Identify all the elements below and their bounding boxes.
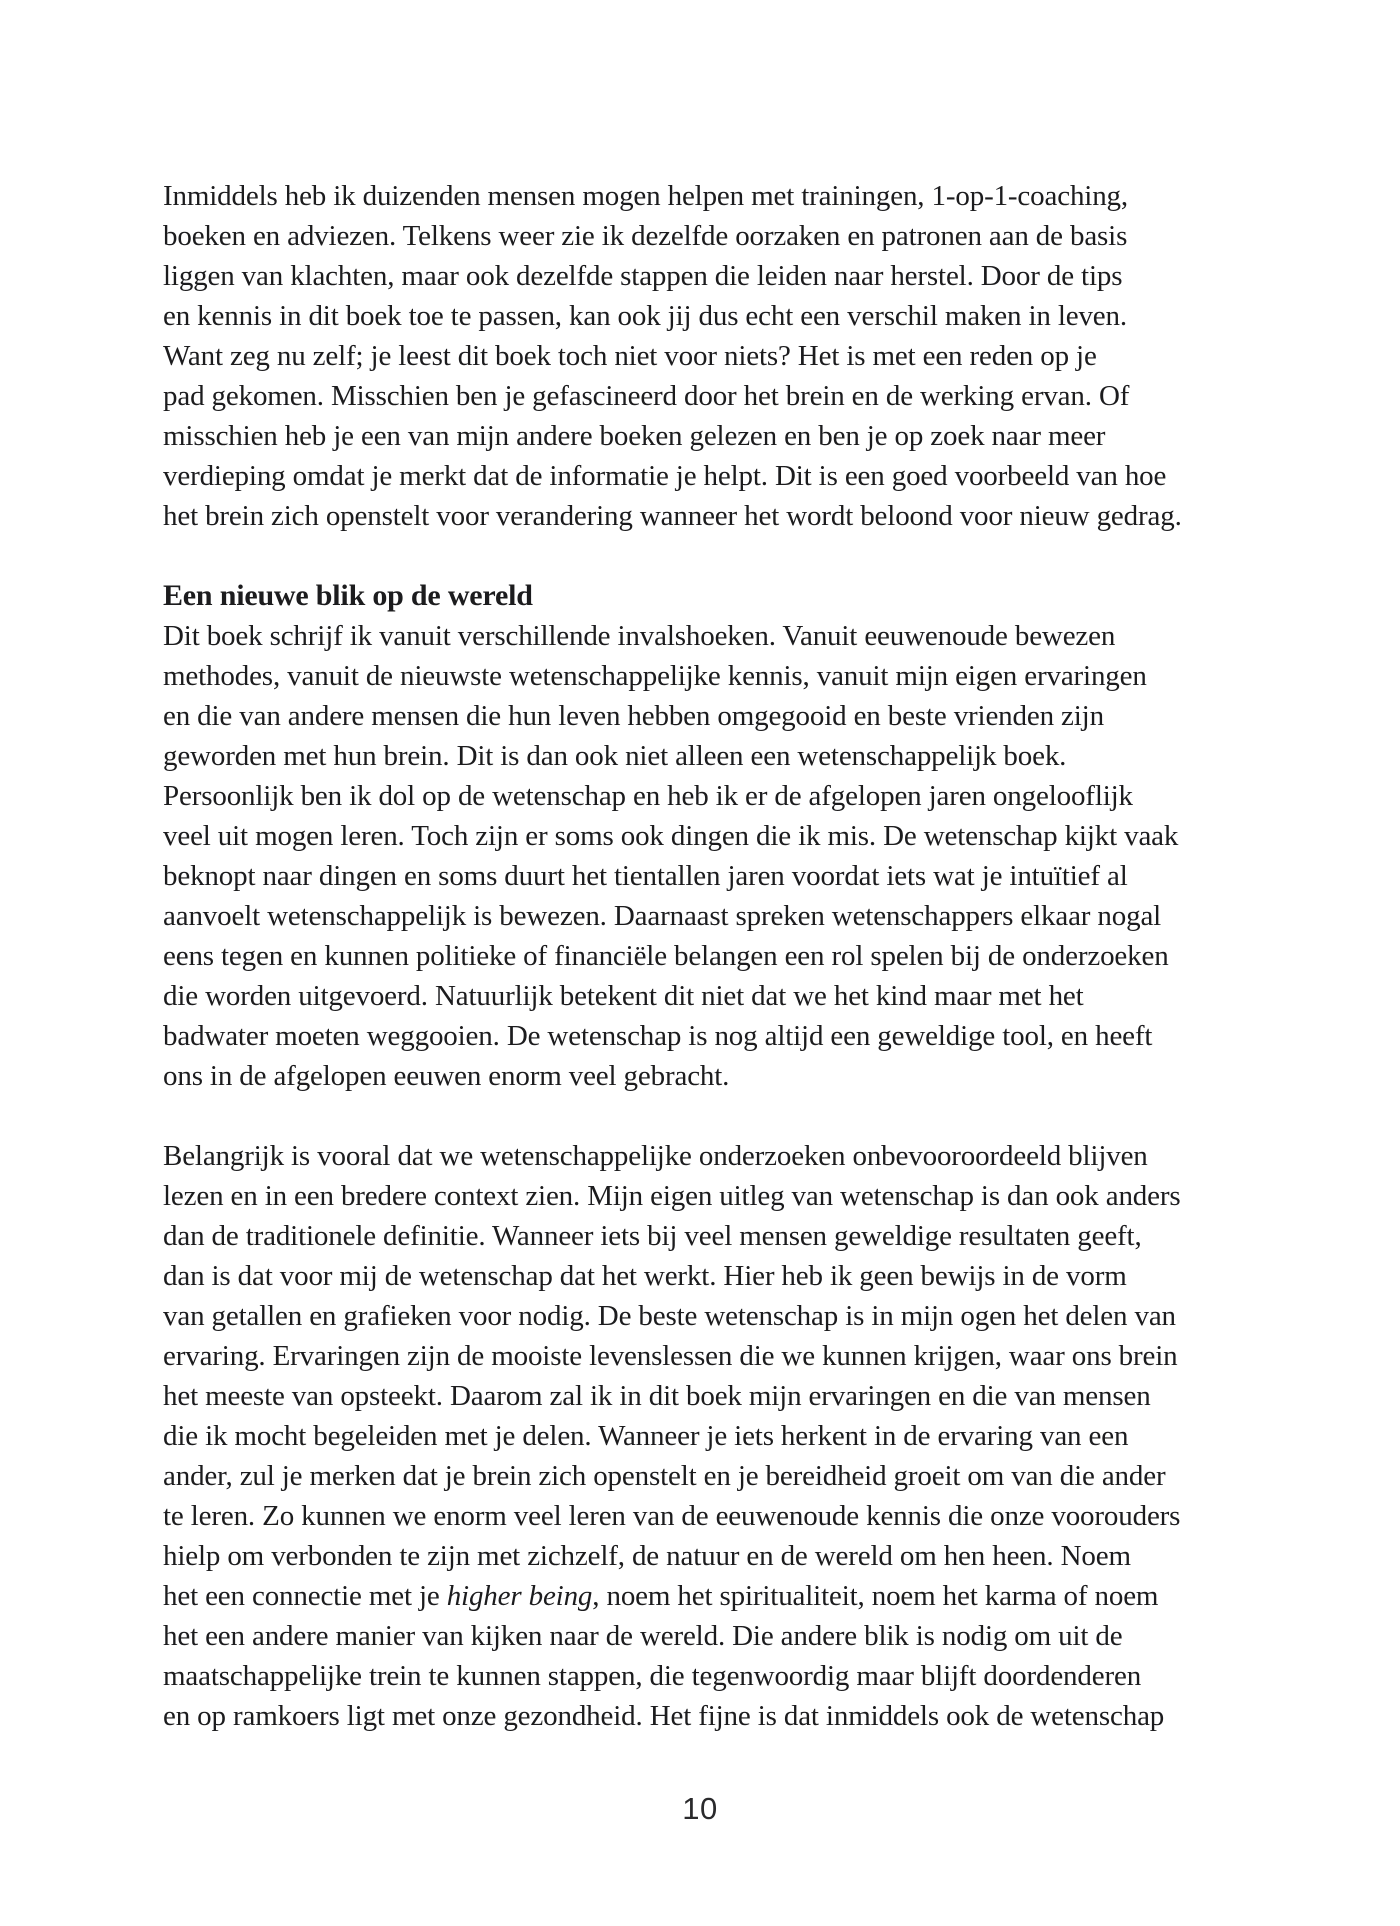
section-heading-text: Een nieuwe blik op de wereld	[163, 579, 533, 612]
text-line: dan is dat voor mij de wetenschap dat het werkt. Hier heb ik geen bewijs in de vorm	[163, 1260, 1127, 1292]
text-line: maatschappelijke trein te kunnen stappen, die tegenwoordig maar blijft doordenderen	[163, 1660, 1142, 1692]
text-line: te leren. Zo kunnen we enorm veel leren van de eeuwenoude kennis die onze voorouders	[163, 1500, 1181, 1532]
text-line: Persoonlijk ben ik dol op de wetenschap en heb ik er de afgelopen jaren ongelooflijk	[163, 780, 1133, 812]
text-line: lezen en in een bredere context zien. Mijn eigen uitleg van wetenschap is dan ook anders	[163, 1180, 1181, 1212]
text-line: eens tegen en kunnen politieke of financiële belangen een rol spelen bij de onderzoeken	[163, 940, 1169, 972]
text-line: methodes, vanuit de nieuwste wetenschappelijke kennis, vanuit mijn eigen ervaringen	[163, 660, 1147, 692]
section-heading	[163, 576, 1258, 616]
text-line: ons in de afgelopen eeuwen enorm veel gebracht.	[163, 1060, 730, 1092]
text-line: ander, zul je merken dat je brein zich openstelt en je bereidheid groeit om van die ander	[163, 1460, 1166, 1492]
text-block	[163, 176, 1258, 1736]
text-line: en die van andere mensen die hun leven hebben omgegooid en beste vrienden zijn	[163, 700, 1104, 732]
text-line: Dit boek schrijf ik vanuit verschillende invalshoeken. Vanuit eeuwenoude bewezen	[163, 620, 1116, 652]
text-line	[163, 1576, 1258, 1616]
text-line: hielp om verbonden te zijn met zichzelf, de natuur en de wereld om hen heen. Noem	[163, 1540, 1131, 1572]
text-line: veel uit mogen leren. Toch zijn er soms ook dingen die ik mis. De wetenschap kijkt vaak	[163, 820, 1179, 852]
italic-phrase: higher being	[446, 1580, 593, 1612]
text-line: die ik mocht begeleiden met je delen. Wanneer je iets herkent in de ervaring van een	[163, 1420, 1129, 1452]
text-line: die worden uitgevoerd. Natuurlijk betekent dit niet dat we het kind maar met het	[163, 980, 1084, 1012]
text-line: misschien heb je een van mijn andere boeken gelezen en ben je op zoek naar meer	[163, 420, 1106, 452]
text-line: Inmiddels heb ik duizenden mensen mogen helpen met trainingen, 1-op-1-coaching,	[163, 180, 1129, 212]
text-line: boeken en adviezen. Telkens weer zie ik dezelfde oorzaken en patronen aan de basis	[163, 220, 1128, 252]
text-line: het brein zich openstelt voor verandering wanneer het wordt beloond voor nieuw gedrag.	[163, 500, 1182, 532]
text-line: verdieping omdat je merkt dat de informatie je helpt. Dit is een goed voorbeeld van hoe	[163, 460, 1167, 492]
text-line: Want zeg nu zelf; je leest dit boek toch niet voor niets? Het is met een reden op je	[163, 340, 1097, 372]
text-line: geworden met hun brein. Dit is dan ook niet alleen een wetenschappelijk boek.	[163, 740, 1067, 772]
page-number: 10	[682, 1791, 718, 1826]
text-line: pad gekomen. Misschien ben je gefascineerd door het brein en de werking ervan. Of	[163, 380, 1130, 412]
text-line: het een andere manier van kijken naar de wereld. Die andere blik is nodig om uit de	[163, 1620, 1123, 1652]
text-line: badwater moeten weggooien. De wetenschap is nog altijd een geweldige tool, en heeft	[163, 1020, 1153, 1052]
text-line: het meeste van opsteekt. Daarom zal ik in dit boek mijn ervaringen en die van mensen	[163, 1380, 1151, 1412]
text-line: van getallen en grafieken voor nodig. De beste wetenschap is in mijn ogen het delen van	[163, 1300, 1176, 1332]
text-segment: het een connectie met je	[163, 1580, 447, 1612]
text-line: dan de traditionele definitie. Wanneer iets bij veel mensen geweldige resultaten geeft,	[163, 1220, 1142, 1252]
paragraph	[163, 616, 1258, 1096]
text-line: Belangrijk is vooral dat we wetenschappelijke onderzoeken onbevooroordeeld blijven	[163, 1140, 1148, 1172]
paragraph	[163, 1136, 1258, 1736]
text-line: aanvoelt wetenschappelijk is bewezen. Daarnaast spreken wetenschappers elkaar nogal	[163, 900, 1162, 932]
text-line: en op ramkoers ligt met onze gezondheid. Het fijne is dat inmiddels ook de wetenschap	[163, 1700, 1165, 1732]
text-segment: , noem het spiritualiteit, noem het karma of noem	[592, 1580, 1159, 1612]
text-line: liggen van klachten, maar ook dezelfde stappen die leiden naar herstel. Door de tips	[163, 260, 1123, 292]
text-line: ervaring. Ervaringen zijn de mooiste levenslessen die we kunnen krijgen, waar ons brein	[163, 1340, 1178, 1372]
text-line: en kennis in dit boek toe te passen, kan ook jij dus echt een verschil maken in leven.	[163, 300, 1127, 332]
text-line: beknopt naar dingen en soms duurt het tientallen jaren voordat iets wat je intuïtief al	[163, 860, 1128, 892]
paragraph	[163, 176, 1258, 536]
